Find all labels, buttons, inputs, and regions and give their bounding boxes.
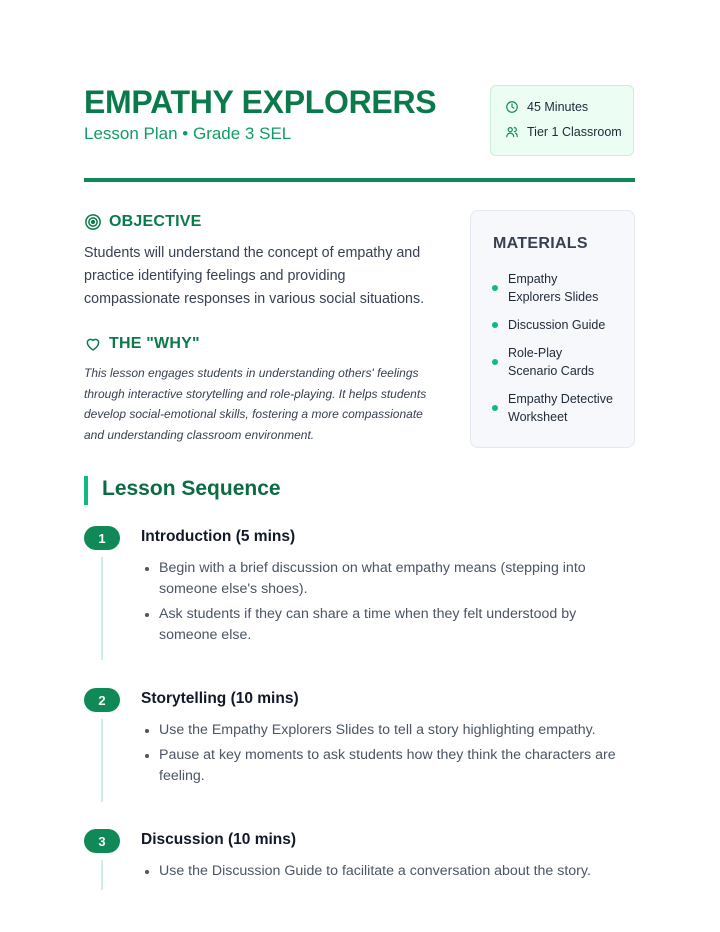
step-bullet: Use the Discussion Guide to facilitate a conversation about the story.	[141, 861, 621, 882]
users-icon	[505, 125, 519, 139]
bullet-dot	[492, 322, 498, 328]
materials-item-text: Empathy Explorers Slides	[508, 272, 599, 304]
tier-row	[505, 125, 622, 139]
materials-item-text: Role-Play Scenario Cards	[508, 346, 595, 378]
step-bullet: Pause at key moments to ask students how they think the characters are feeling.	[141, 745, 621, 787]
bullet-dot	[492, 405, 498, 411]
step-connector	[101, 860, 103, 890]
step-bullets	[141, 720, 621, 791]
step-title: Storytelling (10 mins)	[141, 690, 299, 707]
objective-heading	[84, 213, 202, 231]
objective-heading-text: OBJECTIVE	[109, 213, 202, 230]
clock-icon	[505, 100, 519, 114]
step-title: Discussion (10 mins)	[141, 831, 297, 848]
materials-item	[492, 270, 603, 306]
sequence-title: Lesson Sequence	[102, 477, 281, 500]
lesson-meta-box	[490, 85, 634, 156]
step-number-badge: 3	[84, 829, 120, 853]
step-bullets	[141, 861, 621, 886]
lesson-subtitle: Lesson Plan • Grade 3 SEL	[84, 124, 292, 143]
step-title: Introduction (5 mins)	[141, 528, 296, 545]
lesson-title: EMPATHY EXPLORERS	[84, 84, 437, 120]
why-heading	[84, 335, 200, 353]
target-icon	[84, 213, 102, 231]
materials-item	[492, 344, 603, 380]
duration-text: 45 Minutes	[527, 100, 589, 114]
materials-item	[492, 390, 623, 426]
step-connector	[101, 719, 103, 802]
why-text: This lesson engages students in understanding others' feelings through interactive storytelling and role-playing. It helps students develop social-emotional skills, fostering a more compassionate and understanding classroom environment.	[84, 366, 427, 442]
materials-item-text: Discussion Guide	[508, 318, 606, 332]
step-number-badge: 1	[84, 526, 120, 550]
bullet-dot	[492, 285, 498, 291]
objective-text: Students will understand the concept of empathy and practice identifying feelings and providing compassionate responses in various social situations.	[84, 245, 425, 307]
sequence-accent-bar	[84, 476, 88, 505]
duration-row	[505, 100, 588, 114]
bullet-dot	[492, 359, 498, 365]
step-bullets	[141, 558, 621, 650]
step-connector	[101, 557, 103, 660]
tier-text: Tier 1 Classroom	[527, 125, 622, 139]
heart-icon	[84, 335, 102, 353]
step-number-badge: 2	[84, 688, 120, 712]
step-bullet: Ask students if they can share a time when they felt understood by someone else.	[141, 604, 599, 646]
header-divider	[84, 178, 635, 182]
materials-title: MATERIALS	[493, 235, 588, 252]
step-bullet: Begin with a brief discussion on what empathy means (stepping into someone else's shoes).	[141, 558, 609, 600]
step-bullet: Use the Empathy Explorers Slides to tell a story highlighting empathy.	[141, 720, 621, 741]
materials-item-text: Empathy Detective Worksheet	[508, 392, 613, 424]
materials-box	[470, 210, 635, 448]
materials-item	[492, 316, 623, 334]
why-heading-text: THE "WHY"	[109, 335, 200, 352]
